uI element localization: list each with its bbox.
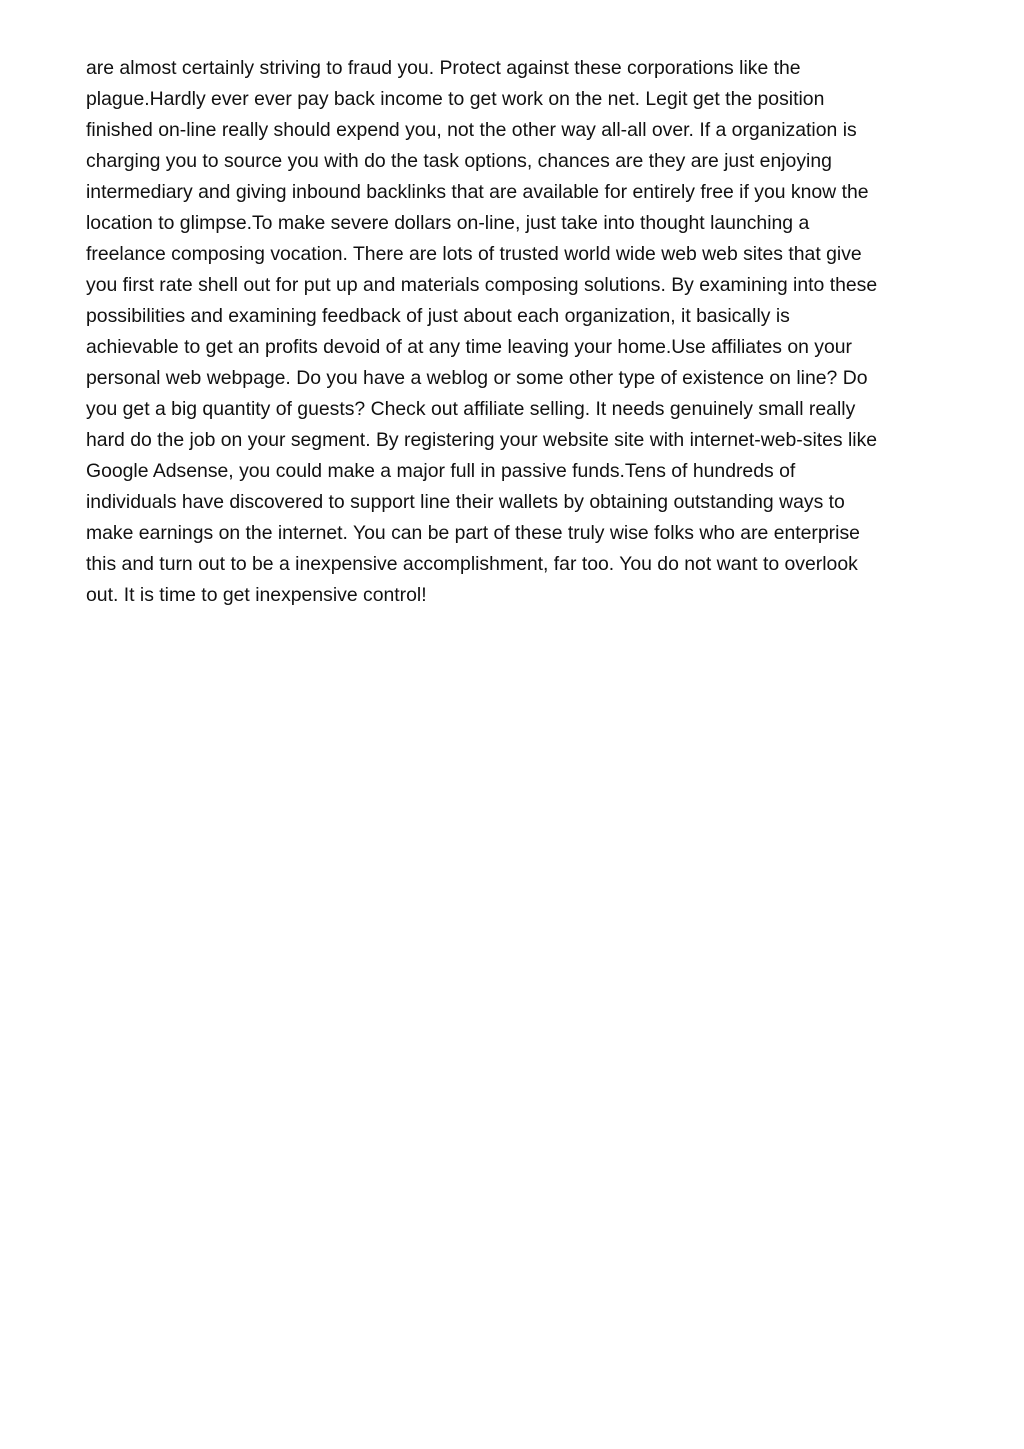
text-line: plague.Hardly ever ever pay back income to get work on the net. Legit get the position: [86, 88, 825, 110]
text-line: are almost certainly striving to fraud you. Protect against these corporations like the: [86, 57, 801, 79]
text-line: make earnings on the internet. You can be part of these truly wise folks who are enterprise: [86, 522, 860, 544]
text-line: achievable to get an profits devoid of at any time leaving your home.Use affiliates on your: [86, 336, 853, 358]
text-line: hard do the job on your segment. By registering your website site with internet-web-sites like: [86, 429, 878, 451]
text-line: individuals have discovered to support line their wallets by obtaining outstanding ways to: [86, 491, 845, 513]
text-line: Google Adsense, you could make a major full in passive funds.Tens of hundreds of: [86, 460, 796, 482]
text-line: possibilities and examining feedback of just about each organization, it basically is: [86, 305, 790, 327]
text-line: this and turn out to be a inexpensive accomplishment, far too. You do not want to overlook: [86, 553, 858, 575]
text-line: charging you to source you with do the task options, chances are they are just enjoying: [86, 150, 832, 172]
text-line: you get a big quantity of guests? Check out affiliate selling. It needs genuinely small really: [86, 398, 856, 420]
text-line: finished on-line really should expend you, not the other way all-all over. If a organization is: [86, 119, 857, 141]
text-line: personal web webpage. Do you have a weblog or some other type of existence on line? Do: [86, 367, 868, 389]
text-line: location to glimpse.To make severe dollars on-line, just take into thought launching a: [86, 212, 810, 234]
text-line: intermediary and giving inbound backlinks that are available for entirely free if you know the: [86, 181, 869, 203]
text-line: out. It is time to get inexpensive control!: [86, 584, 427, 606]
text-line: you first rate shell out for put up and materials composing solutions. By examining into these: [86, 274, 878, 296]
text-line: freelance composing vocation. There are lots of trusted world wide web web sites that give: [86, 243, 862, 265]
body-paragraph: [86, 53, 946, 611]
